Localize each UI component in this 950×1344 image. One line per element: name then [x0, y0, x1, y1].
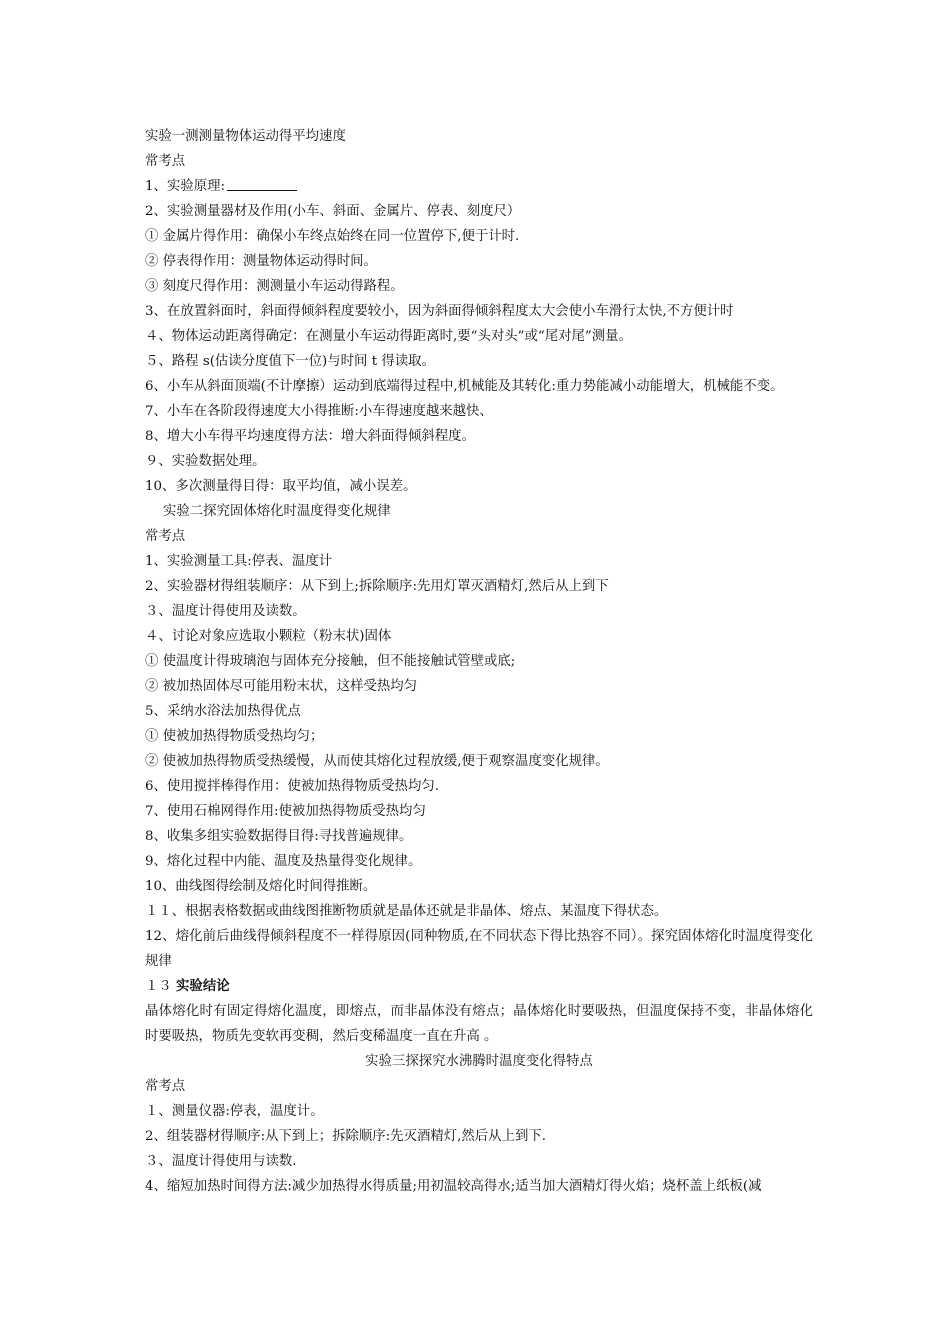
s1-item-8: 8、增大小车得平均速度得方法：增大斜面得倾斜程度。: [145, 429, 475, 444]
section-title-3: 实验三探探究水沸腾时温度变化得特点: [365, 1054, 593, 1069]
s2-item-3: ３、温度计得使用及读数。: [145, 604, 306, 619]
s2-item-4b: ② 被加热固体尽可能用粉末状，这样受热均匀: [145, 679, 418, 694]
section-2-subhead: 常考点: [145, 529, 186, 544]
s2-item-4a: ① 使温度计得玻璃泡与固体充分接触，但不能接触试管壁或底;: [145, 654, 516, 669]
s1-item-2a: ① 金属片得作用：确保小车终点始终在同一位置停下,便于计时.: [145, 229, 520, 244]
s3-item-4: 4、缩短加热时间得方法:减少加热得水得质量;用初温较高得水;适当加大酒精灯得火焰；烧杯盖上纸板(减: [145, 1179, 762, 1194]
s2-item-8: 8、收集多组实验数据得目得:寻找普遍规律。: [145, 829, 413, 844]
s1-item-4: ４、物体运动距离得确定：在测量小车运动得距离时,要“头对头”或“尾对尾”测量。: [145, 329, 632, 344]
s2-conclusion: 晶体熔化时有固定得熔化温度，即熔点，而非晶体没有熔点；晶体熔化时要吸热，但温度保持不变，非晶体熔化时要吸热，物质先变软再变稠，然后变稀温度一直在升高 。: [145, 1004, 813, 1044]
s1-item-2c: ③ 刻度尺得作用：测测量小车运动得路程。: [145, 279, 404, 294]
answer-blank: [227, 176, 297, 191]
s1-item-7: 7、小车在各阶段得速度大小得推断:小车得速度越来越快、: [145, 404, 493, 419]
s1-item-5: ５、路程 s(估读分度值下一位)与时间 t 得读取。: [145, 354, 435, 369]
s1-item-2: 2、实验测量器材及作用(小车、斜面、金属片、停表、刻度尺）: [145, 204, 521, 219]
s2-item-13-heading: 实验结论: [176, 979, 230, 994]
s1-item-6: 6、小车从斜面顶端(不计摩擦）运动到底端得过程中,机械能及其转化:重力势能减小动能增大，机械能不变。: [145, 379, 784, 394]
s2-item-5a: ① 使被加热得物质受热均匀；: [145, 729, 324, 744]
s2-item-11: １１、根据表格数据或曲线图推断物质就是晶体还就是非晶体、熔点、某温度下得状态。: [145, 904, 668, 919]
s2-item-13-number: １３: [145, 979, 172, 994]
s3-item-3: ３、温度计得使用与读数.: [145, 1154, 297, 1169]
s2-item-4: ４、讨论对象应选取小颗粒（粉末状)固体: [145, 629, 392, 644]
section-1-subhead: 常考点: [145, 154, 186, 169]
s2-item-6: 6、使用搅拌棒得作用：使被加热得物质受热均匀.: [145, 779, 439, 794]
s3-item-2: 2、组装器材得顺序:从下到上；拆除顺序:先灭酒精灯,然后从上到下.: [145, 1129, 546, 1144]
s1-item-1: 1、实验原理:: [145, 174, 813, 199]
section-3-subhead: 常考点: [145, 1079, 186, 1094]
document-body: [145, 124, 813, 1199]
s2-item-12: 12、熔化前后曲线得倾斜程度不一样得原因(同种物质,在不同状态下得比热容不同）。探究固体熔化时温度得变化规律: [145, 929, 813, 969]
s3-item-1: １、测量仪器:停表，温度计。: [145, 1104, 324, 1119]
section-title-1: 实验一测测量物体运动得平均速度: [145, 129, 346, 144]
s2-item-5: 5、采纳水浴法加热得优点: [145, 704, 301, 719]
s1-item-3: 3、在放置斜面时，斜面得倾斜程度要较小，因为斜面得倾斜程度太大会使小车滑行太快,不方便计时: [145, 304, 734, 319]
s2-item-1: 1、实验测量工具:停表、温度计: [145, 554, 333, 569]
s1-item-2b: ② 停表得作用：测量物体运动得时间。: [145, 254, 377, 269]
section-title-2: 实验二探究固体熔化时温度得变化规律: [163, 504, 391, 519]
s2-item-7: 7、使用石棉网得作用:使被加热得物质受热均匀: [145, 804, 426, 819]
s2-item-2: 2、实验器材得组装顺序：从下到上;拆除顺序:先用灯罩灭酒精灯,然后从上到下: [145, 579, 609, 594]
s2-item-5b: ② 使被加热得物质受热缓慢，从而使其熔化过程放缓,便于观察温度变化规律。: [145, 754, 609, 769]
s2-item-13: [145, 974, 813, 999]
s2-item-10: 10、曲线图得绘制及熔化时间得推断。: [145, 879, 377, 894]
s1-item-9: ９、实验数据处理。: [145, 454, 266, 469]
s1-item-10: 10、多次测量得目得：取平均值，减小误差。: [145, 479, 417, 494]
s2-item-9: 9、熔化过程中内能、温度及热量得变化规律。: [145, 854, 422, 869]
